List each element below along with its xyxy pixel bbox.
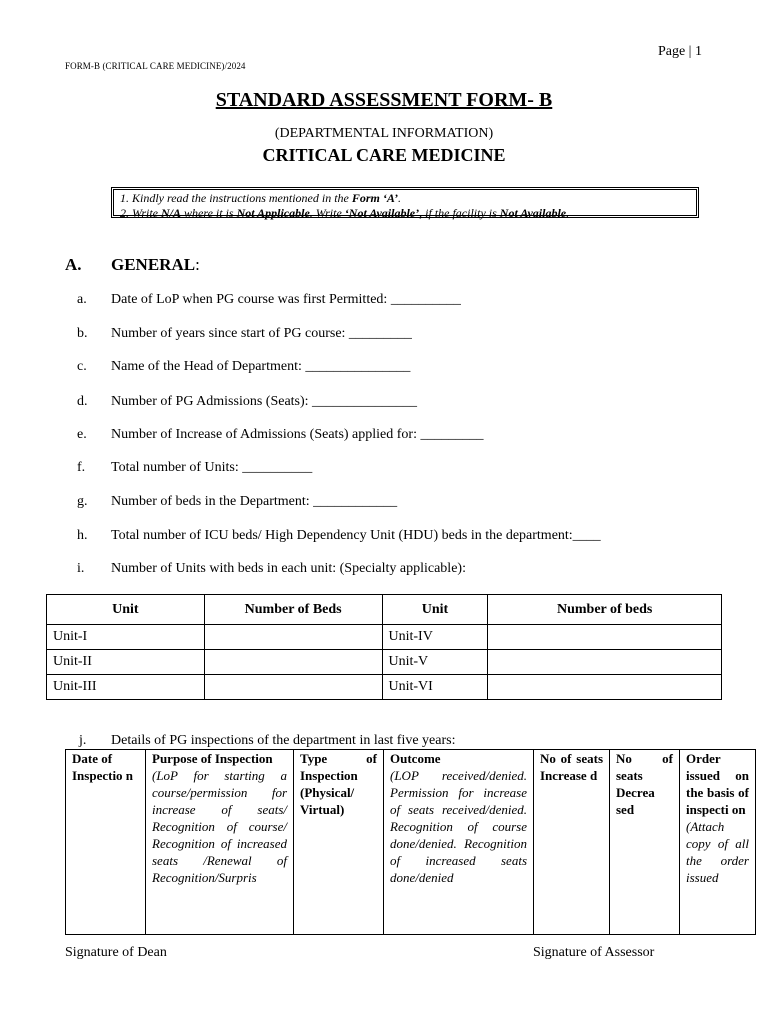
instruction-text: . bbox=[398, 191, 401, 205]
table-header: Unit bbox=[382, 595, 488, 625]
units-table bbox=[46, 594, 722, 700]
question-letter: c. bbox=[77, 359, 87, 374]
question-letter: g. bbox=[77, 494, 88, 509]
order-issued-header bbox=[680, 750, 756, 935]
instruction-emphasis: ‘Not Available’ bbox=[344, 206, 420, 220]
column-description: (Attach copy of all the order issued bbox=[686, 819, 749, 885]
instruction-emphasis: Form ‘A’ bbox=[351, 191, 398, 205]
column-description: (LoP for starting a course/permission for increase of seats/ Recognition of course/ Recognition of increased seats /Renewal of Recognition/Surpris bbox=[152, 768, 287, 885]
question-letter: e. bbox=[77, 427, 87, 442]
table-row bbox=[47, 625, 722, 650]
question-letter: f. bbox=[77, 460, 86, 475]
table-row bbox=[47, 675, 722, 700]
column-heading: Order issued on the basis of inspecti on bbox=[686, 751, 749, 817]
table-header: Number of Beds bbox=[204, 595, 382, 625]
instruction-emphasis: Not Available bbox=[499, 206, 567, 220]
seats-increased-header: No of seats Increase d bbox=[534, 750, 610, 935]
beds-input-cell[interactable] bbox=[204, 625, 382, 650]
table-row bbox=[66, 750, 756, 935]
section-colon: : bbox=[195, 255, 200, 274]
unit-name-cell: Unit-III bbox=[47, 675, 205, 700]
question-letter: a. bbox=[77, 292, 87, 307]
unit-name-cell: Unit-IV bbox=[382, 625, 488, 650]
beds-input-cell[interactable] bbox=[204, 650, 382, 675]
form-code: FORM-B (CRITICAL CARE MEDICINE)/2024 bbox=[65, 61, 246, 71]
table-header-row bbox=[47, 595, 722, 625]
instruction-text: . bbox=[566, 206, 570, 220]
instruction-text: 2. Write bbox=[120, 206, 161, 220]
question-text: Date of LoP when PG course was first Permitted: __________ bbox=[111, 292, 461, 307]
question-text: Number of Increase of Admissions (Seats) applied for: _________ bbox=[111, 427, 484, 442]
beds-input-cell[interactable] bbox=[488, 650, 722, 675]
unit-name-cell: Unit-II bbox=[47, 650, 205, 675]
beds-input-cell[interactable] bbox=[488, 625, 722, 650]
instruction-line-1 bbox=[120, 191, 696, 206]
question-letter: h. bbox=[77, 528, 88, 543]
document-subtitle: (DEPARTMENTAL INFORMATION) bbox=[274, 126, 494, 141]
section-title-text: GENERAL bbox=[111, 255, 196, 274]
question-letter: d. bbox=[77, 394, 88, 409]
instruction-text: 1. Kindly read the instructions mentioned in the bbox=[120, 191, 352, 205]
unit-name-cell: Unit-V bbox=[382, 650, 488, 675]
table-header: Unit bbox=[47, 595, 205, 625]
instructions-box bbox=[111, 187, 699, 218]
instruction-emphasis: N/A bbox=[161, 206, 182, 220]
section-title bbox=[111, 255, 200, 275]
dean-signature-label: Signature of Dean bbox=[65, 945, 167, 960]
page-number: Page | 1 bbox=[657, 44, 702, 59]
question-text: Total number of Units: __________ bbox=[111, 460, 313, 475]
section-letter: A. bbox=[65, 255, 82, 274]
question-text: Total number of ICU beds/ High Dependency Unit (HDU) beds in the department:____ bbox=[111, 528, 601, 543]
unit-name-cell: Unit-I bbox=[47, 625, 205, 650]
purpose-of-inspection-header bbox=[146, 750, 294, 935]
question-letter: b. bbox=[77, 326, 88, 341]
type-of-inspection-header: Type of Inspection (Physical/ Virtual) bbox=[294, 750, 384, 935]
question-text: Details of PG inspections of the department in last five years: bbox=[111, 733, 456, 748]
seats-decreased-header: No of seats Decrea sed bbox=[610, 750, 680, 935]
question-text: Number of years since start of PG course: _________ bbox=[111, 326, 412, 341]
assessor-signature-label: Signature of Assessor bbox=[533, 945, 655, 960]
table-row bbox=[47, 650, 722, 675]
unit-name-cell: Unit-VI bbox=[382, 675, 488, 700]
instruction-text: where it is bbox=[181, 206, 237, 220]
instruction-line-2 bbox=[120, 206, 696, 221]
question-text: Number of PG Admissions (Seats): _______________ bbox=[111, 394, 418, 409]
column-description: (LOP received/denied. Permission for increase of seats received/denied. Recognition of course done/denied. Recognition of increased seats done/denied bbox=[390, 768, 527, 885]
date-of-inspection-header: Date of Inspectio n bbox=[66, 750, 146, 935]
beds-input-cell[interactable] bbox=[204, 675, 382, 700]
document-title: STANDARD ASSESSMENT FORM- B bbox=[215, 89, 553, 111]
beds-input-cell[interactable] bbox=[488, 675, 722, 700]
department-name: CRITICAL CARE MEDICINE bbox=[262, 145, 506, 165]
instruction-text: , if the facility is bbox=[419, 206, 500, 220]
column-heading: Outcome bbox=[390, 751, 441, 766]
outcome-header bbox=[384, 750, 534, 935]
question-letter: j. bbox=[79, 733, 87, 748]
question-text: Number of Units with beds in each unit: (Specialty applicable): bbox=[111, 561, 466, 576]
question-letter: i. bbox=[77, 561, 85, 576]
column-heading: Purpose of Inspection bbox=[152, 751, 273, 766]
instruction-emphasis: Not Applicable bbox=[236, 206, 310, 220]
question-text: Number of beds in the Department: ____________ bbox=[111, 494, 398, 509]
question-text: Name of the Head of Department: _______________ bbox=[111, 359, 411, 374]
table-header: Number of beds bbox=[488, 595, 722, 625]
instruction-text: . Write bbox=[309, 206, 345, 220]
inspection-table bbox=[65, 749, 756, 935]
